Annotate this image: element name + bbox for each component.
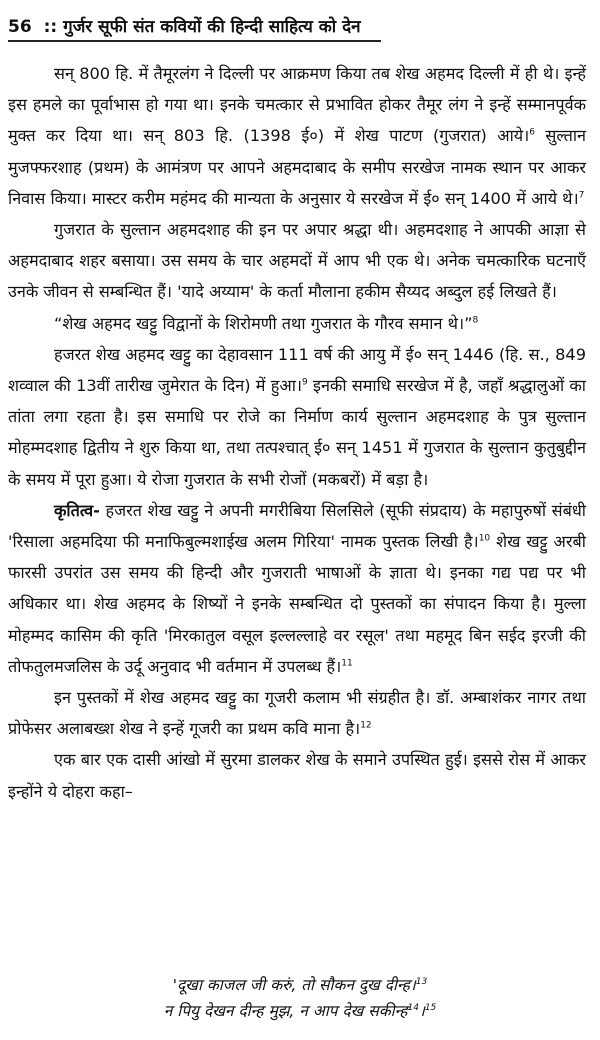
paragraph-2: गुजरात के सुल्तान अहमदशाह की इन पर अपार श्रद्धा थी। अहमदशाह ने आपकी आज्ञा से अहमदाबाद शहर बसाया। उस समय के चार अहमदों में आप भी एक थे। अनेक चमत्कारिक घटनाएँ उनके जीवन से सम्बन्धित हैं। 'यादे अय्याम' के कर्ता मौलाना हकीम सैय्यद अब्दुल हई लिखते हैं। bbox=[8, 220, 586, 302]
footnote-ref: 14 bbox=[407, 1002, 419, 1013]
footnote-ref: 9 bbox=[302, 377, 308, 388]
footnote-ref: 15 bbox=[424, 1002, 437, 1013]
footnote-ref: 12 bbox=[360, 720, 372, 731]
section-lead: कृतित्व- bbox=[54, 500, 100, 520]
footnote-ref: 7 bbox=[578, 190, 585, 201]
running-header bbox=[8, 14, 361, 37]
footnote-ref: 13 bbox=[415, 976, 428, 987]
quotation: “शेख अहमद खट्टु विद्वानों के शिरोमणी तथा गुजरात के गौरव समान थे।”$^8$ bbox=[54, 313, 479, 333]
footnote-ref: 6 bbox=[529, 128, 535, 139]
footnote-ref: 10 bbox=[478, 533, 491, 544]
footnote-ref: 8 bbox=[472, 315, 479, 326]
paragraph-3: हजरत शेख अहमद खट्टु का देहावसान 111 वर्ष की आयु में ई० सन् 1446 (हि. स., 849 शव्वाल की 13वीं तारीख जुमेरात के दिन) में हुआ।$^9$ इनकी समाधि सरखेज में है, जहाँ श्रद्धालुओं का तांता लगा रहता है। इस समाधि पर रोजे का निर्माण कार्य सुल्तान अहमदशाह के पुत्र सुल्तान मोहम्मदशाह द्वितीय ने शुरु किया था, तथा तत्पश्चात् ई० सन् 1451 में गुजरात के सुल्तान कुतुबुद्दीन के समय में पूरा हुआ। ये रोजा गुजरात के सभी रोजों (मकबरों) में बड़ा है। bbox=[8, 344, 586, 489]
paragraph-kritiva: कृतित्व- हजरत शेख खट्टु ने अपनी मगरीबिया सिलसिले (सूफी संप्रदाय) के महापुरुषों संबंधी 'रिसाला अहमदिया फी मनाफिबुल्मशाईख अलम गिरिया' नामक पुस्तक लिखी है।$^{10}$ शेख खट्टु अरबी फारसी उपरांत उस समय की हिन्दी और गुजराती भाषाओं के ज्ञाता थे। इनका गद्य पद्य पर भी अधिकार था। शेख अहमद के शिष्यों ने इनके सम्बन्धित दो पुस्तकों का संपादन किया है। मुल्ला मोहम्मद कासिम की कृति 'मिरकातुल वसूल इल्लल्लाहे वर रसूल' तथा महमूद बिन सईद इरजी की तोफतुलमजलिस के उर्दू अनुवाद भी वर्तमान में उपलब्ध हैं।$^{11}$ bbox=[8, 500, 586, 676]
paragraph-1: सन् 800 हि. में तैमूरलंग ने दिल्ली पर आक्रमण किया तब शेख अहमद दिल्ली में ही थे। इन्हें इस हमले का पूर्वाभास हो गया था। इनके चमत्कार से प्रभावित होकर तैमूर लंग ने इन्हें सम्मानपूर्वक मुक्त कर दिया था। सन् 803 हि. (1398 ई०) में शेख पाटण (गुजरात) आये।$^6$ सुल्तान मुजफ्फरशाह (प्रथम) के आमंत्रण पर आपने अहमदाबाद के समीप सरखेज नामक स्थान पर आकर निवास किया। मास्टर करीम महंमद की मान्यता के अनुसार ये सरखेज में ई० सन् 1400 में आये थे।$^7$ bbox=[8, 64, 586, 208]
verse-line-2: न पियु देखन दीन्ह मुझ, न आप देख सकीन्ह$^{14}$।$^{15}$ bbox=[163, 1002, 437, 1020]
paragraph-5: इन पुस्तकों में शेख अहमद खट्टु का गूजरी कलाम भी संग्रहीत है। डॉ. अम्बाशंकर नागर तथा प्रोफेसर अलाबख्श शेख ने इन्हें गूजरी का प्रथम कवि माना है।$^{12}$ bbox=[8, 688, 586, 739]
page-number: 56 bbox=[8, 17, 32, 37]
header-title: गुर्जर सूफी संत कवियों की हिन्दी साहित्य को देन bbox=[63, 17, 361, 37]
footnote-ref: 11 bbox=[341, 658, 353, 669]
header-separator: :: bbox=[43, 17, 58, 37]
verse-line-1: 'दूखा काजल जी करुं, तो सौकन दुख दीन्ह।$^{13}$ bbox=[172, 976, 428, 994]
paragraph-6: एक बार एक दासी आंखो में सुरमा डालकर शेख के समाने उपस्थित हुई। इससे रोस में आकर इन्होंने ये दोहरा कहा– bbox=[8, 750, 586, 801]
body-text bbox=[8, 58, 586, 807]
header-rule bbox=[8, 40, 381, 42]
